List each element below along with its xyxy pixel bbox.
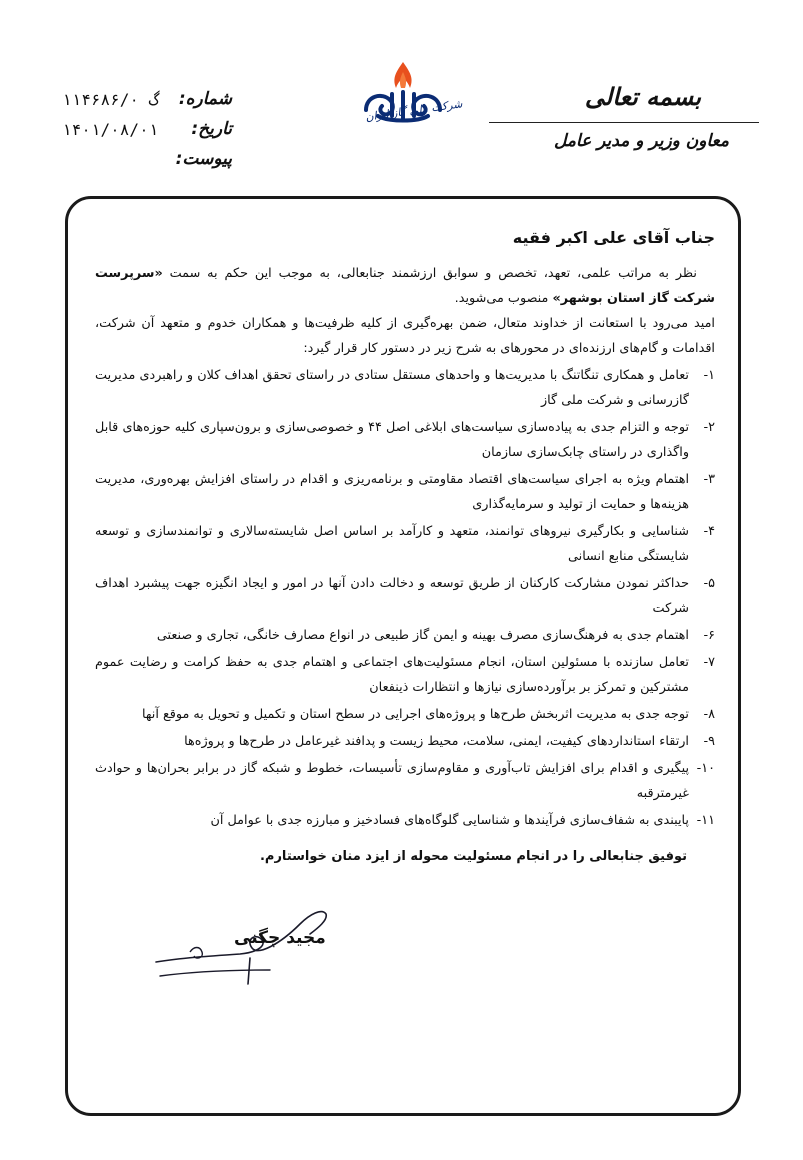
- letter-meta: [62, 84, 232, 174]
- recipient: جناب آقای علی اکبر فقیه: [512, 228, 715, 247]
- item-number: ۹-: [703, 734, 715, 749]
- bismillah: بسمه تعالی: [584, 83, 701, 111]
- divider: [489, 122, 759, 123]
- number-value: گ ۱۱۴۶۸۶/۰: [62, 89, 159, 109]
- list-item: [95, 623, 715, 648]
- item-number: ۳-: [703, 472, 715, 487]
- closing-sentence: توفیق جنابعالی را در انجام مسئولیت محوله از ایزد منان خواستارم.: [259, 849, 687, 864]
- list-item: [95, 756, 715, 806]
- list-item: [95, 729, 715, 754]
- attachment-label: پیوست:: [175, 149, 232, 169]
- logo-caption: شرکت ملی گاز ایران: [364, 97, 464, 124]
- list-item: [95, 415, 715, 465]
- intro-paragraph-1: [95, 261, 715, 311]
- date-label: تاریخ:: [191, 119, 232, 139]
- list-item: [95, 808, 715, 833]
- meta-attachment-row: [62, 144, 232, 174]
- item-text: ارتقاء استانداردهای کیفیت، ایمنی، سلامت، محیط زیست و پدافند غیرعامل در طرح‌ها و پروژه‌ها: [184, 734, 689, 749]
- intro-paragraph-2: امید می‌رود با استعانت از خداوند متعال، ضمن بهره‌گیری از کلیه ظرفیت‌ها و همکاران خدوم و متعهد آن شرکت، اقدامات و گام‌های ارزنده‌ای در محورهای به شرح زیر در دستور کار قرار گیرد:: [95, 316, 715, 356]
- item-text: تعامل سازنده با مسئولین استان، انجام مسئولیت‌های اجتماعی و اهتمام جدی به حفظ کرامت و رضایت عموم مشترکین و تمرکز بر برآورده‌سازی نیازها و انتظارات ذینفعان: [95, 655, 689, 695]
- duties-list: [95, 363, 715, 833]
- letterhead-right: [489, 80, 759, 151]
- item-text: پایبندی به شفاف‌سازی فرآیندها و شناسایی گلوگاه‌های فسادخیز و مبارزه جدی با عوامل آن: [210, 813, 689, 828]
- list-item: [95, 650, 715, 700]
- list-item: [95, 467, 715, 517]
- signer-name: مجید چگنی: [234, 928, 326, 948]
- item-text: شناسایی و بکارگیری نیروهای توانمند، متعهد و کارآمد بر اساس اصل شایسته‌سالاری و توانمندسازی و توسعه شایستگی منابع انسانی: [95, 524, 689, 564]
- item-number: ۲-: [703, 420, 715, 435]
- intro-suffix: منصوب می‌شوید.: [454, 291, 553, 306]
- item-number: ۶-: [703, 628, 715, 643]
- item-number: ۸-: [703, 707, 715, 722]
- position-title: معاون وزیر و مدیر عامل: [553, 131, 729, 151]
- list-item: [95, 702, 715, 727]
- item-text: اهتمام جدی به فرهنگ‌سازی مصرف بهینه و ایمن گاز طبیعی در انواع مصارف خانگی، تجاری و صنعتی: [156, 628, 689, 643]
- item-number: ۱۱-: [696, 813, 715, 828]
- item-number: ۱-: [703, 368, 715, 383]
- item-text: توجه و التزام جدی به پیاده‌سازی سیاست‌های ابلاغی اصل ۴۴ و خصوصی‌سازی و برون‌سپاری کلیه حوزه‌های قابل واگذاری در راستای چابک‌سازی سازمان: [95, 420, 690, 460]
- intro-text: نظر به مراتب علمی، تعهد، تخصص و سوابق ارزشمند جنابعالی، به موجب این حکم به سمت: [169, 266, 697, 281]
- item-number: ۵-: [703, 576, 715, 591]
- item-text: تعامل و همکاری تنگاتنگ با مدیریت‌ها و واحدهای مستقل ستادی در راستای تحقق اهداف کلان و راهبردی مدیریت گازرسانی و شرکت ملی گاز: [95, 368, 689, 408]
- item-text: توجه جدی به مدیریت اثربخش طرح‌ها و پروژه‌های اجرایی در سطح استان و تکمیل و تحویل به موقع آنها: [141, 707, 689, 722]
- number-label: شماره:: [178, 89, 232, 109]
- list-item: [95, 519, 715, 569]
- letter-body: [95, 228, 715, 864]
- appointment-title: «سرپرست شرکت گاز استان بوشهر»: [95, 266, 715, 306]
- list-item: [95, 363, 715, 413]
- meta-number-row: [62, 84, 232, 114]
- letterhead: [0, 0, 803, 190]
- date-value: ۱۴۰۱/۰۸/۰۱: [62, 119, 159, 139]
- meta-date-row: [62, 114, 232, 144]
- list-item: [95, 571, 715, 621]
- item-text: حداکثر نمودن مشارکت کارکنان از طریق توسعه و دخالت دادن آنها در امور و ایجاد انگیزه جهت پیشبرد اهداف شرکت: [95, 576, 689, 616]
- item-number: ۷-: [703, 655, 715, 670]
- item-text: اهتمام ویژه به اجرای سیاست‌های اقتصاد مقاومتی و برنامه‌ریزی و اقدام در راستای افزایش بهره‌وری، مدیریت هزینه‌ها و حمایت از تولید و سرمایه‌گذاری: [95, 472, 689, 512]
- item-number: ۱۰-: [696, 761, 715, 776]
- item-number: ۴-: [703, 524, 715, 539]
- item-text: پیگیری و اقدام برای افزایش تاب‌آوری و مقاوم‌سازی تأسیسات، خطوط و شبکه گاز در برابر بحران‌ها و حوادث غیرمترقبه: [95, 761, 689, 801]
